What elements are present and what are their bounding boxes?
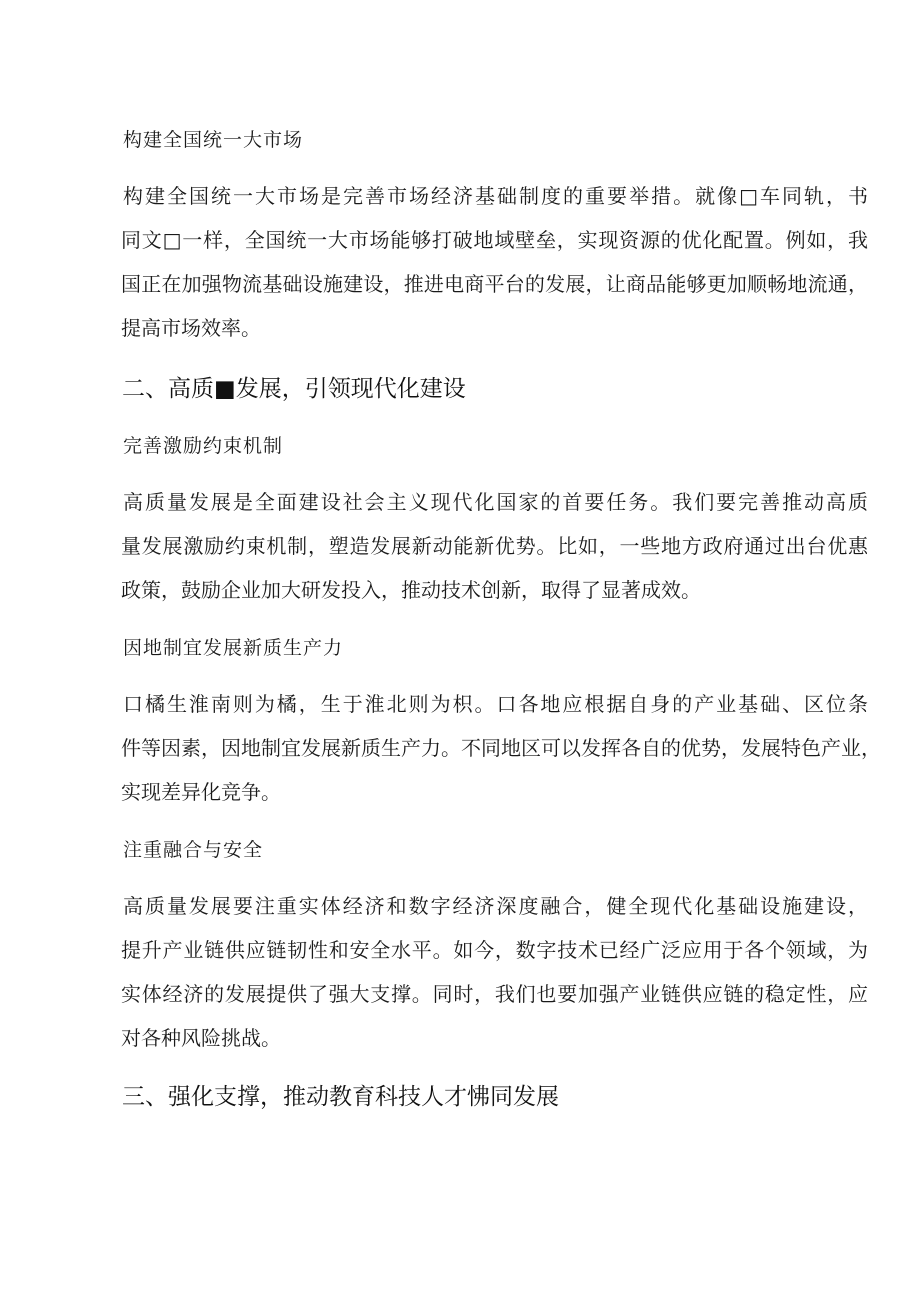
paragraph-unified-market xyxy=(123,174,868,350)
paragraph-line: 实现差异化竞争。 xyxy=(121,780,281,804)
subheading-incentive: 完善激励约束机制 xyxy=(123,435,284,457)
paragraph-line: 件等因素，因地制宜发展新质生产力。不同地区可以发挥各自的优势，发展特色产业， xyxy=(121,736,881,760)
paragraph-line: 国正在加强物流基础设施建设，推进电商平台的发展，让商品能够更加顺畅地流通， xyxy=(121,272,868,296)
paragraph-line: 口橘生淮南则为橘，生于淮北则为枳。口各地应根据自身的产业基础、区位条 xyxy=(123,692,868,716)
paragraph-line: 构建全国统一大市场是完善市场经济基础制度的重要举措。就像□车同轨，书 xyxy=(123,184,868,208)
paragraph-line: 高质量发展要注重实体经济和数字经济深度融合，健全现代化基础设施建设， xyxy=(123,894,868,918)
paragraph-integration-security xyxy=(123,884,868,1060)
subheading-local-productivity: 因地制宜发展新质生产力 xyxy=(123,637,344,659)
paragraph-line: 提高市场效率。 xyxy=(121,316,261,340)
paragraph-line: 实体经济的发展提供了强大支撑。同时，我们也要加强产业链供应链的稳定性，应 xyxy=(121,982,868,1006)
paragraph-line: 政策，鼓励企业加大研发投入，推动技术创新，取得了显著成效。 xyxy=(121,578,701,602)
section-heading-3: 三、强化支撑，推动教育科技人才怫同发展 xyxy=(122,1084,559,1110)
subheading-integration-security: 注重融合与安全 xyxy=(123,839,264,861)
subheading-unified-market: 构建全国统一大市场 xyxy=(123,129,304,151)
paragraph-line: 高质量发展是全面建设社会主义现代化国家的首要任务。我们要完善推动高质 xyxy=(123,490,868,514)
paragraph-incentive xyxy=(123,480,868,612)
paragraph-local-productivity xyxy=(121,682,881,814)
section-heading-2: 二、高质■发展，引领现代化建设 xyxy=(122,376,466,402)
paragraph-line: 同文□一样，全国统一大市场能够打破地域壁垒，实现资源的优化配置。例如，我 xyxy=(121,228,868,252)
paragraph-line: 量发展激励约束机制，塑造发展新动能新优势。比如，一些地方政府通过出台优惠 xyxy=(121,534,868,558)
paragraph-line: 对各种风险挑战。 xyxy=(121,1026,281,1050)
paragraph-line: 提升产业链供应链韧性和安全水平。如今，数字技术已经广泛应用于各个领域，为 xyxy=(121,938,868,962)
